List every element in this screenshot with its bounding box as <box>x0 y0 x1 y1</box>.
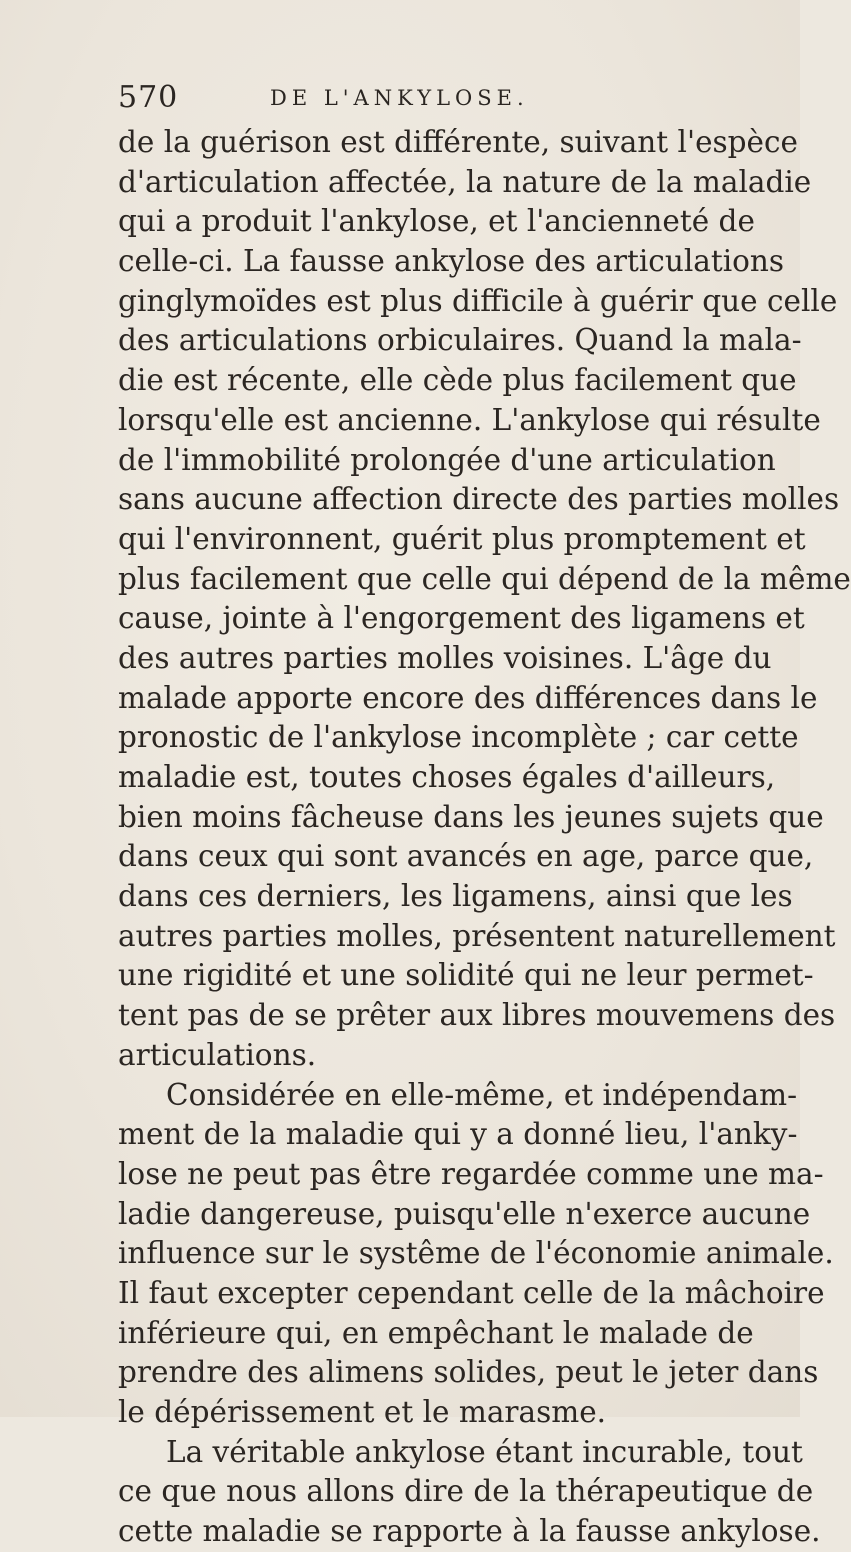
text-line: ginglymoïdes est plus difficile à guérir que celle <box>118 283 838 318</box>
text-line: articulations. <box>118 1037 317 1072</box>
text-line: plus facilement que celle qui dépend de la même <box>118 561 851 596</box>
text-line: ladie dangereuse, puisqu'elle n'exerce aucune <box>118 1196 811 1231</box>
text-line: le dépérissement et le marasme. <box>118 1395 607 1429</box>
text-line: de l'immobilité prolongée d'une articulation <box>118 442 776 477</box>
text-line: malade apporte encore des différences dans le <box>118 680 818 715</box>
text-line: des autres parties molles voisines. L'âge du <box>118 640 772 675</box>
text-line: ce que nous allons dire de la thérapeutique de <box>118 1474 814 1509</box>
text-line: autres parties molles, présentent naturellement <box>118 918 836 953</box>
body-text <box>118 123 851 1552</box>
text-line: bien moins fâcheuse dans les jeunes sujets que <box>118 799 824 834</box>
text-line: d'articulation affectée, la nature de la maladie <box>118 164 812 199</box>
text-line: Il faut excepter cependant celle de la mâchoire <box>118 1275 825 1310</box>
text-line: die est récente, elle cède plus facilement que <box>118 363 797 398</box>
text-line: celle-ci. La fausse ankylose des articulations <box>118 244 785 279</box>
text-line: tent pas de se prêter aux libres mouvemens des <box>118 998 836 1033</box>
text-line: qui l'environnent, guérit plus promptement et <box>118 521 806 556</box>
text-line: sans aucune affection directe des parties molles <box>118 482 840 517</box>
text-line: prendre des alimens solides, peut le jeter dans <box>118 1355 819 1390</box>
text-line: de la guérison est différente, suivant l'espèce <box>118 125 798 159</box>
text-line: une rigidité et une solidité qui ne leur permet- <box>118 958 814 993</box>
page-number: 570 <box>118 80 179 115</box>
text-line: dans ceux qui sont avancés en age, parce que, <box>118 839 814 874</box>
text-line: cause, jointe à l'engorgement des ligamens et <box>118 601 805 636</box>
text-line: maladie est, toutes choses égales d'ailleurs, <box>118 760 776 794</box>
text-line: cette maladie se rapporte à la fausse ankylose. <box>118 1514 821 1549</box>
text-line: des articulations orbiculaires. Quand la mala- <box>118 323 802 358</box>
text-line: qui a produit l'ankylose, et l'ancienneté de <box>118 204 755 239</box>
paragraph-start-line: Considérée en elle-même, et indépendam- <box>166 1077 798 1112</box>
text-line: dans ces derniers, les ligamens, ainsi que les <box>118 879 793 914</box>
text-line: lose ne peut pas être regardée comme une ma- <box>118 1156 824 1191</box>
text-line: lorsqu'elle est ancienne. L'ankylose qui résulte <box>118 402 821 437</box>
text-line: influence sur le systême de l'économie animale. <box>118 1236 834 1271</box>
page-header <box>118 78 758 118</box>
paragraph-start-line: La véritable ankylose étant incurable, tout <box>166 1434 803 1469</box>
text-line: ment de la maladie qui y a donné lieu, l'anky- <box>118 1117 798 1152</box>
running-title: DE L'ANKYLOSE. <box>270 86 529 110</box>
text-line: inférieure qui, en empêchant le malade de <box>118 1315 754 1350</box>
text-line: pronostic de l'ankylose incomplète ; car cette <box>118 720 799 755</box>
